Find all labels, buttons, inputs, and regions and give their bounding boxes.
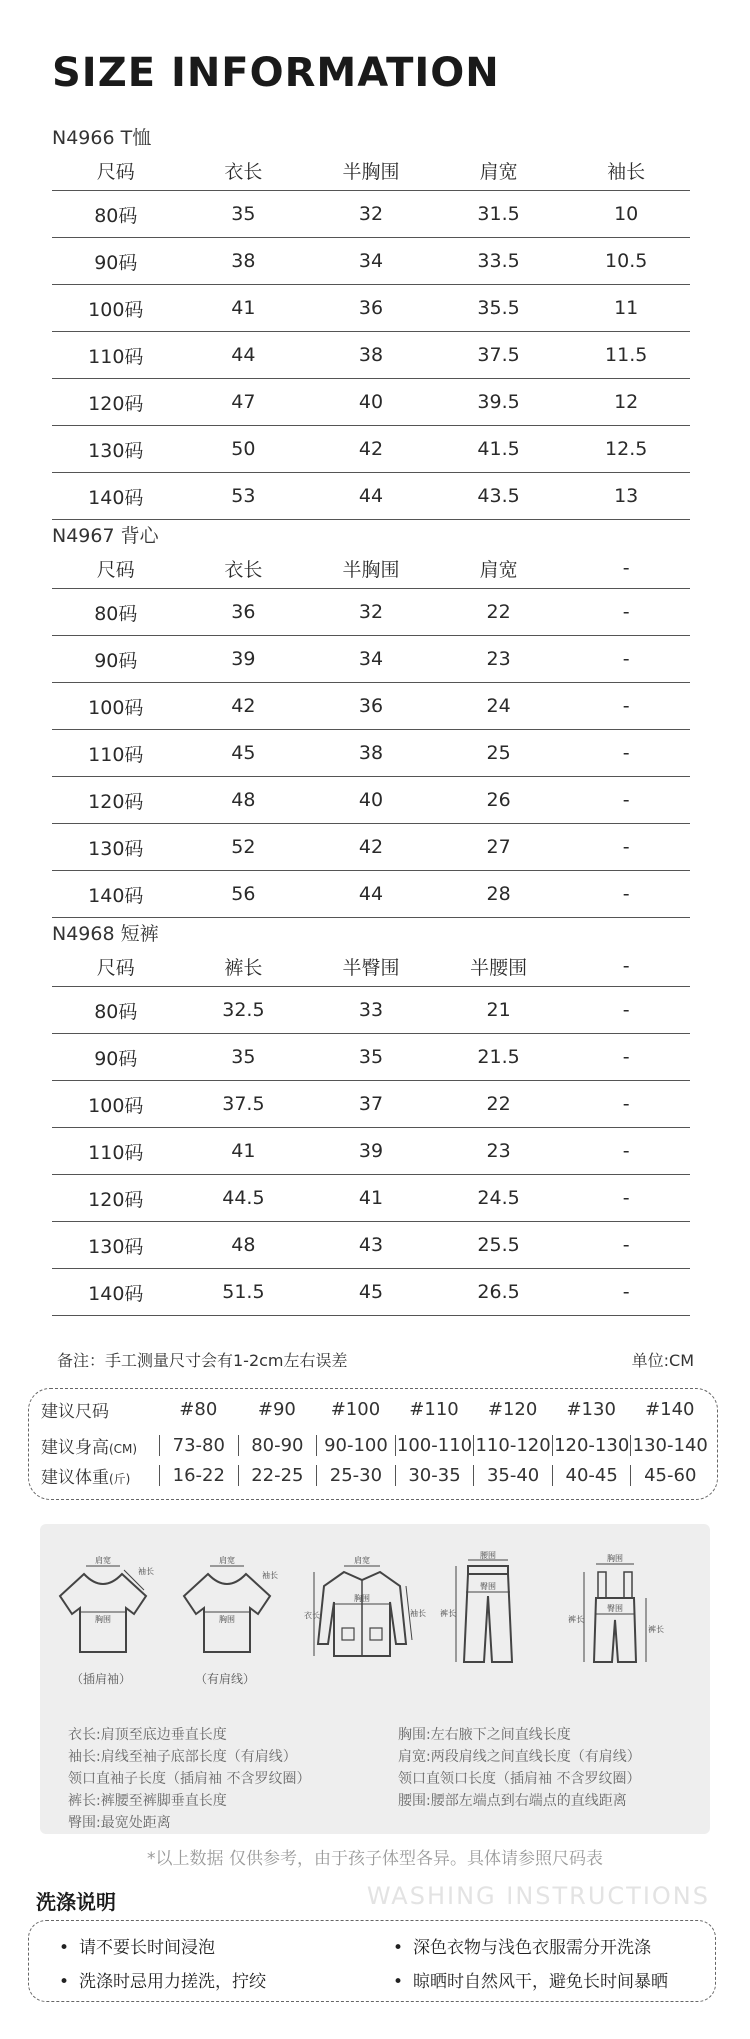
table-cell: 90码 (94, 649, 138, 672)
table-row (52, 871, 690, 918)
table-row (52, 191, 690, 238)
table-cell: 32 (358, 203, 384, 225)
table-cell: 41 (358, 1187, 384, 1209)
table-row (52, 426, 690, 473)
table-cell: - (622, 695, 630, 717)
definition: 袖长:肩线至袖子底部长度（有肩线） (68, 1749, 297, 1765)
table-row (52, 987, 690, 1034)
table-row (52, 332, 690, 379)
svg-text:胸围: 胸围 (219, 1615, 235, 1624)
table-cell: 21 (486, 999, 511, 1021)
unit-label: 单位:CM (631, 1351, 694, 1370)
table-cell: 50 (231, 438, 256, 460)
definition: 衣长:肩顶至底边垂直长度 (68, 1727, 227, 1743)
column-header: 尺码 (96, 558, 135, 581)
column-header: 袖长 (607, 160, 646, 183)
svg-text:胸围: 胸围 (95, 1615, 111, 1624)
overalls-icon (560, 1552, 670, 1670)
recommend-size: #140 (645, 1399, 695, 1420)
recommend-size-label: 建议尺码 (41, 1402, 109, 1422)
table-cell: 36 (358, 695, 384, 717)
table-cell: 44 (358, 485, 384, 507)
table-cell: 45 (231, 742, 256, 764)
table-cell: 38 (358, 344, 384, 366)
table-cell: - (622, 742, 630, 764)
recommend-weight-label: 建议体重(斤) (41, 1467, 131, 1488)
table-cell: 28 (486, 883, 511, 905)
jacket-icon (302, 1552, 426, 1670)
washing-item: • 深色衣物与浅色衣服需分开洗涤 (393, 1933, 651, 1958)
table-cell: 56 (231, 883, 256, 905)
recommend-weight: 45-60 (630, 1465, 709, 1486)
recommend-weight: 35-40 (473, 1465, 552, 1486)
table-cell: 41.5 (477, 438, 520, 460)
table-row (52, 777, 690, 824)
recommend-height: 100-110 (395, 1435, 474, 1456)
definition: 腰围:腰部左端点到右端点的直线距离 (398, 1793, 627, 1809)
table-cell: 35 (231, 203, 256, 225)
table-header (52, 946, 690, 987)
table-cell: - (622, 1140, 630, 1162)
table-row (52, 636, 690, 683)
table-cell: 40 (358, 391, 384, 413)
table-cell: - (622, 1093, 630, 1115)
table-row (52, 1081, 690, 1128)
table-row (52, 730, 690, 777)
table-cell: 23 (486, 648, 511, 670)
table-cell: 42 (358, 836, 384, 858)
jacket-figure (302, 1552, 426, 1692)
table-cell: 38 (358, 742, 384, 764)
column-header: - (622, 955, 630, 977)
table-cell: 100码 (88, 696, 144, 719)
table-cell: - (622, 1281, 630, 1303)
table-header (52, 548, 690, 589)
size-table (52, 126, 690, 520)
table-cell: 21.5 (477, 1046, 520, 1068)
recommend-height-label: 建议身高(CM) (41, 1437, 138, 1458)
column-header: 半臀围 (342, 956, 400, 979)
page-title: SIZE INFORMATION (52, 50, 500, 96)
table-cell: 44 (231, 344, 256, 366)
recommend-weight: 16-22 (159, 1465, 238, 1486)
washing-item: • 晾晒时自然风干，避免长时间暴晒 (393, 1967, 668, 1992)
table-cell: 100码 (88, 298, 144, 321)
svg-text:袖长: 袖长 (410, 1609, 426, 1618)
recommend-size: #80 (179, 1399, 218, 1420)
raglan-tshirt-icon (46, 1552, 156, 1670)
table-cell: 37.5 (222, 1093, 265, 1115)
table-row (52, 473, 690, 520)
washing-box (28, 1920, 716, 2002)
table-row (52, 683, 690, 730)
table-cell: 11 (614, 297, 639, 319)
recommend-size-row (41, 1397, 709, 1422)
table-row (52, 238, 690, 285)
svg-text:裤长: 裤长 (568, 1615, 584, 1624)
definition: 肩宽:两段肩线之间直线长度（有肩线） (398, 1749, 641, 1765)
disclaimer: *以上数据 仅供参考，由于孩子体型各异。具体请参照尺码表 (147, 1849, 603, 1869)
table-cell: 42 (231, 695, 256, 717)
product-code: N4966 T恤 (52, 127, 152, 149)
table-cell: 26 (486, 789, 511, 811)
table-cell: 80码 (94, 1000, 138, 1023)
table-cell: 24.5 (477, 1187, 520, 1209)
recommend-size: #90 (257, 1399, 296, 1420)
recommend-height-row (41, 1431, 709, 1459)
table-cell: - (622, 883, 630, 905)
table-cell: 33 (358, 999, 384, 1021)
washing-item: • 洗涤时忌用力搓洗，拧绞 (59, 1967, 266, 1992)
svg-text:腰围: 腰围 (480, 1551, 496, 1560)
table-cell: 44 (358, 883, 384, 905)
column-header: 肩宽 (479, 160, 518, 183)
table-cell: 35 (231, 1046, 256, 1068)
table-cell: 120码 (88, 1188, 144, 1211)
table-cell: 25.5 (477, 1234, 520, 1256)
recommend-height: 130-140 (630, 1435, 709, 1456)
washing-title-en: WASHING INSTRUCTIONS (366, 1882, 710, 1910)
column-header: 衣长 (224, 160, 263, 183)
recommend-height: 110-120 (473, 1435, 552, 1456)
table-cell: - (622, 999, 630, 1021)
column-header: 衣长 (224, 558, 263, 581)
recommend-size: #120 (487, 1399, 538, 1420)
column-header: - (622, 557, 630, 579)
table-cell: 110码 (88, 1141, 144, 1164)
table-cell: 22 (486, 601, 511, 623)
svg-text:臀围: 臀围 (607, 1604, 623, 1613)
column-header: 半胸围 (342, 160, 400, 183)
table-cell: 90码 (94, 1047, 138, 1070)
product-code: N4967 背心 (52, 525, 159, 547)
table-row (52, 824, 690, 871)
table-cell: 140码 (88, 884, 144, 907)
recommend-height: 120-130 (552, 1435, 631, 1456)
definitions-left (68, 1724, 310, 1834)
table-cell: 37 (358, 1093, 384, 1115)
recommend-weight: 40-45 (552, 1465, 631, 1486)
table-cell: 10 (614, 203, 639, 225)
recommend-size: #110 (409, 1399, 459, 1420)
table-cell: 31.5 (477, 203, 520, 225)
table-cell: - (622, 1046, 630, 1068)
table-cell: 13 (614, 485, 639, 507)
column-header: 肩宽 (479, 558, 518, 581)
column-header: 裤长 (224, 956, 263, 979)
table-cell: 12 (614, 391, 639, 413)
trousers-icon (438, 1552, 538, 1670)
table-cell: - (622, 836, 630, 858)
table-cell: 34 (358, 250, 384, 272)
measurement-guide (40, 1524, 710, 1834)
trousers-figure (438, 1552, 538, 1692)
table-cell: 130码 (88, 439, 144, 462)
recommendation-box (28, 1388, 718, 1500)
table-cell: 130码 (88, 837, 144, 860)
table-cell: - (622, 601, 630, 623)
table-row (52, 1269, 690, 1316)
definition: 裤长:裤腰至裤脚垂直长度 (68, 1793, 227, 1809)
recommend-size: #130 (566, 1399, 616, 1420)
washing-title: 洗涤说明 (36, 1890, 116, 1914)
table-cell: 42 (358, 438, 384, 460)
svg-text:裤长: 裤长 (648, 1625, 664, 1634)
table-cell: 52 (231, 836, 256, 858)
table-cell: 26.5 (477, 1281, 520, 1303)
definitions-right (398, 1724, 641, 1812)
table-cell: - (622, 789, 630, 811)
table-cell: 39 (231, 648, 256, 670)
table-cell: 130码 (88, 1235, 144, 1258)
svg-text:臀围: 臀围 (480, 1582, 496, 1591)
svg-text:袖长: 袖长 (138, 1567, 154, 1576)
table-cell: 48 (231, 789, 256, 811)
table-cell: 80码 (94, 602, 138, 625)
svg-text:胸围: 胸围 (354, 1594, 370, 1603)
table-cell: 110码 (88, 743, 144, 766)
table-row (52, 1034, 690, 1081)
table-cell: - (622, 1187, 630, 1209)
product-code: N4968 短裤 (52, 923, 159, 945)
table-cell: 10.5 (605, 250, 648, 272)
definition: 胸围:左右腋下之间直线长度 (398, 1727, 571, 1743)
table-cell: 32.5 (222, 999, 265, 1021)
table-cell: 110码 (88, 345, 144, 368)
table-cell: - (622, 1234, 630, 1256)
table-cell: 12.5 (605, 438, 648, 460)
recommend-size: #100 (330, 1399, 381, 1420)
table-cell: 39 (358, 1140, 384, 1162)
table-cell: 45 (358, 1281, 384, 1303)
table-cell: 37.5 (477, 344, 520, 366)
svg-text:肩宽: 肩宽 (354, 1556, 370, 1565)
svg-text:肩宽: 肩宽 (95, 1556, 111, 1565)
table-cell: 32 (358, 601, 384, 623)
table-cell: 41 (231, 297, 256, 319)
table-row (52, 1222, 690, 1269)
table-cell: 43 (358, 1234, 384, 1256)
table-cell: 33.5 (477, 250, 520, 272)
svg-text:裤长: 裤长 (440, 1609, 456, 1618)
table-cell: 24 (486, 695, 511, 717)
definition: 领口直领口长度（插肩袖 不含罗纹圈） (398, 1771, 641, 1787)
size-table (52, 524, 690, 918)
table-row (52, 1175, 690, 1222)
table-header (52, 150, 690, 191)
table-cell: 39.5 (477, 391, 520, 413)
definition: 臀围:最宽处距离 (68, 1815, 171, 1831)
table-row (52, 285, 690, 332)
table-cell: 120码 (88, 790, 144, 813)
table-cell: 43.5 (477, 485, 520, 507)
table-cell: 44.5 (222, 1187, 265, 1209)
table-cell: 48 (231, 1234, 256, 1256)
table-cell: 140码 (88, 486, 144, 509)
svg-text:衣长: 衣长 (304, 1611, 320, 1620)
table-cell: 140码 (88, 1282, 144, 1305)
column-header: 尺码 (96, 160, 135, 183)
table-cell: 35.5 (477, 297, 520, 319)
table-cell: 36 (358, 297, 384, 319)
table-cell: 120码 (88, 392, 144, 415)
measurement-note: 备注：手工测量尺寸会有1-2cm左右误差 (57, 1351, 348, 1370)
table-cell: 41 (231, 1140, 256, 1162)
raglan-tshirt-figure (46, 1552, 156, 1692)
recommend-height: 80-90 (238, 1435, 317, 1456)
table-cell: 36 (231, 601, 256, 623)
recommend-height: 73-80 (159, 1435, 238, 1456)
recommend-weight: 22-25 (238, 1465, 317, 1486)
table-row (52, 1128, 690, 1175)
table-cell: 27 (486, 836, 511, 858)
table-cell: 22 (486, 1093, 511, 1115)
recommend-weight-row (41, 1461, 709, 1489)
figure-caption: （插肩袖） (70, 1672, 131, 1686)
size-table (52, 922, 690, 1316)
overalls-figure (560, 1552, 670, 1692)
recommend-weight: 30-35 (395, 1465, 474, 1486)
table-cell: 80码 (94, 204, 138, 227)
table-cell: - (622, 648, 630, 670)
table-cell: 38 (231, 250, 256, 272)
definition: 领口直袖子长度（插肩袖 不含罗纹圈） (68, 1771, 311, 1787)
shoulder-seam-tshirt-figure (170, 1552, 280, 1692)
table-cell: 40 (358, 789, 384, 811)
column-header: 尺码 (96, 956, 135, 979)
washing-item: • 请不要长时间浸泡 (59, 1933, 215, 1958)
recommend-height: 90-100 (316, 1435, 395, 1456)
figure-caption: （有肩线） (194, 1672, 255, 1686)
table-cell: 23 (486, 1140, 511, 1162)
table-cell: 51.5 (222, 1281, 265, 1303)
table-cell: 25 (486, 742, 511, 764)
column-header: 半腰围 (470, 956, 528, 979)
table-cell: 53 (231, 485, 256, 507)
table-cell: 11.5 (605, 344, 648, 366)
recommend-weight: 25-30 (316, 1465, 395, 1486)
table-cell: 47 (231, 391, 256, 413)
table-row (52, 589, 690, 636)
table-cell: 100码 (88, 1094, 144, 1117)
table-cell: 34 (358, 648, 384, 670)
column-header: 半胸围 (342, 558, 400, 581)
svg-text:肩宽: 肩宽 (219, 1556, 235, 1565)
table-row (52, 379, 690, 426)
table-cell: 35 (358, 1046, 384, 1068)
svg-text:胸围: 胸围 (607, 1554, 623, 1563)
svg-text:袖长: 袖长 (262, 1571, 278, 1580)
table-cell: 90码 (94, 251, 138, 274)
shoulder-seam-tshirt-icon (170, 1552, 280, 1670)
